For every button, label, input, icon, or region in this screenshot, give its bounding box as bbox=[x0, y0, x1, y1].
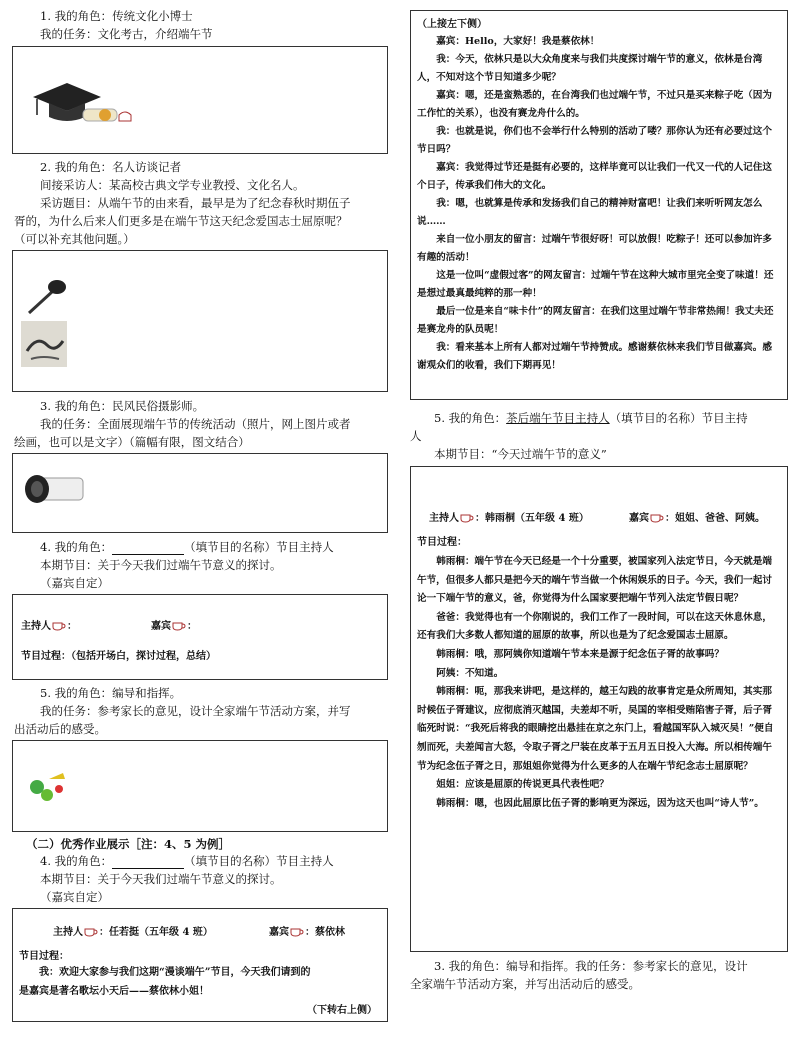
sample4-guest-note: （嘉宾自定） bbox=[40, 890, 109, 904]
guest-name: ：蔡依林 bbox=[305, 927, 345, 938]
role2-target: 间接采访人：某高校古典文学专业教授、文化名人。 bbox=[40, 178, 305, 192]
role4-box bbox=[12, 594, 388, 680]
role2-question-3: （可以补充其他问题。） bbox=[14, 232, 135, 246]
program-name-blank bbox=[112, 542, 184, 555]
role2-title: 2. 我的角色：名人访谈记者 bbox=[40, 160, 182, 174]
role3-box bbox=[12, 453, 388, 533]
sample5-dialogue bbox=[417, 553, 781, 813]
teacup-icon bbox=[460, 514, 474, 523]
dialogue-line: 嘉宾：Hello，大家好！我是蔡依林！ bbox=[436, 36, 600, 47]
dialogue-line: 我：也就是说，你们也不会举行什么特别的活动了喽？那你认为还有必要过这个节日吗？ bbox=[417, 126, 772, 155]
role3-director-line-1: 3. 我的角色：编导和指挥。我的任务：参考家长的意见，设计 bbox=[434, 959, 748, 973]
sample5-title bbox=[434, 410, 748, 426]
camera-lens-icon bbox=[21, 468, 91, 508]
role1-task: 我的任务：文化考古，介绍端午节 bbox=[40, 27, 213, 41]
sample5-topic: 本期节目：“今天过端午节的意义” bbox=[434, 447, 607, 461]
role4-title-prefix: 4. 我的角色： bbox=[40, 540, 113, 554]
microphone-icon bbox=[23, 277, 73, 317]
sample5-host-row bbox=[429, 509, 589, 524]
sample5-box bbox=[410, 466, 788, 952]
role4-title bbox=[40, 539, 334, 555]
sample5-guest-row bbox=[629, 509, 765, 524]
calligraphy-image bbox=[21, 321, 67, 367]
dialogue-line: 我：今天，依林只是以大众角度来与我们共度探讨端午节的意义，依林是台湾人，不知对这个节日知道多少呢？ bbox=[417, 54, 763, 83]
festival-decoration-icon bbox=[23, 769, 73, 809]
guest-names: ：姐姐、爸爸、阿姨。 bbox=[665, 513, 765, 524]
role5-task-1: 我的任务：参考家长的意见，设计全家端午节活动方案，并写 bbox=[40, 704, 351, 718]
program-name: 茶后端午节目主持人 bbox=[506, 411, 610, 425]
sample5-process-label: 节目过程： bbox=[417, 537, 467, 548]
role5-title: 5. 我的角色：编导和指挥。 bbox=[40, 686, 182, 700]
host-label: 主持人 bbox=[429, 513, 459, 524]
host-name: ：任若挺（五年级 4 班） bbox=[99, 927, 213, 938]
role4-title-suffix: （填节目的名称）节目主持人 bbox=[184, 540, 334, 554]
host-name: ：韩雨桐（五年级 4 班） bbox=[475, 513, 589, 524]
dialogue-line: 嘉宾：嗯，还是蛮熟悉的，在台湾我们也过端午节，不过只是买来粽子吃（因为工作忙的关系），也没有赛龙舟什么的。 bbox=[417, 90, 772, 119]
role4-guest-note: （嘉宾自定） bbox=[40, 576, 109, 590]
continued-dialogue bbox=[417, 33, 781, 375]
role3-director-line-2: 全家端午节活动方案，并写出活动后的感受。 bbox=[410, 977, 640, 991]
dialogue-line: 我：嗯，也就算是传承和发扬我们自己的精神财富吧！让我们来听听网友怎么说…… bbox=[417, 198, 763, 227]
dialogue-line: 我：看来基本上所有人都对过端午节持赞成。感谢蔡依林来我们节目做嘉宾。感谢观众们的收看，我们下期再见！ bbox=[417, 342, 772, 371]
teacup-icon bbox=[290, 928, 304, 937]
continued-from-note: （上接左下侧） bbox=[417, 19, 487, 30]
sample5-title-end: 人 bbox=[410, 429, 422, 443]
role3-task-1: 我的任务：全面展现端午节的传统活动（照片，网上图片或者 bbox=[40, 417, 351, 431]
graduation-cap-icon bbox=[27, 75, 147, 135]
dialogue-line: 这是一位叫“虚假过客”的网友留言：过端午节在这种大城市里完全变了味道！还是想过最真最纯粹的那一种！ bbox=[417, 270, 774, 299]
teacup-icon bbox=[650, 514, 664, 523]
sample4-line-1: 我：欢迎大家参与我们这期“漫谈端午”节目，今天我们请到的 bbox=[39, 967, 311, 978]
role5-task-2: 出活动后的感受。 bbox=[14, 722, 106, 736]
showcase-title: （二）优秀作业展示［注：4、5 为例］ bbox=[26, 837, 231, 851]
dialogue-line: 韩雨桐：嗯，也因此屈原比伍子胥的影响更为深远，因为这天也叫“诗人节”。 bbox=[436, 797, 764, 809]
sample5-title-prefix: 5. 我的角色： bbox=[434, 411, 507, 425]
sample4-title bbox=[40, 853, 334, 869]
sample4-host-row bbox=[53, 923, 213, 938]
dialogue-line: 最后一位是来自“味卡什”的网友留言：在我们这里过端午节非常热闹！我丈夫还是赛龙舟的队员呢！ bbox=[417, 306, 774, 335]
host-label: 主持人 bbox=[53, 927, 83, 938]
process-label: 节目过程：（包括开场白，探讨过程，总结） bbox=[21, 651, 216, 662]
role2-question-2: 胥的，为什么后来人们更多是在端午节这天纪念爱国志士屈原呢？ bbox=[14, 214, 348, 228]
role3-task-2: 绘画，也可以是文字）（篇幅有限，图文结合） bbox=[14, 435, 250, 449]
sample4-topic: 本期节目：关于今天我们过端午节意义的探讨。 bbox=[40, 872, 282, 886]
role5-box bbox=[12, 740, 388, 832]
role2-box bbox=[12, 250, 388, 392]
guest-label: 嘉宾 bbox=[151, 621, 171, 632]
dialogue-line: 来自一位小朋友的留言：过端午节很好呀！可以放假！吃粽子！还可以参加许多有趣的活动！ bbox=[417, 234, 772, 263]
dialogue-line: 阿姨：不知道。 bbox=[436, 667, 504, 679]
dialogue-line: 嘉宾：我觉得过节还是挺有必要的，这样毕竟可以让我们一代又一代的人记住这个日子，传承我们伟大的文化。 bbox=[417, 162, 772, 191]
host-label: 主持人 bbox=[21, 621, 51, 632]
dialogue-line: 韩雨桐：哦，那阿姨你知道端午节本来是源于纪念伍子胥的故事吗？ bbox=[436, 648, 724, 660]
dialogue-line: 爸爸：我觉得也有一个你刚说的，我们工作了一段时间，可以在这天休息休息，还有我们大多数人都知道的屈原的故事，所以也是为了纪念爱国志士屈原。 bbox=[417, 611, 772, 642]
continued-dialogue-box bbox=[410, 10, 788, 400]
sample4-guest-row bbox=[269, 923, 345, 938]
dialogue-line: 韩雨桐：呃，那我来讲吧，是这样的，越王勾践的故事肯定是众所周知，其实那时候伍子胥建议，应彻底消灭越国，夫差却不听，吴国的宰相受贿陷害子胥，后子胥临死时说：“我死后将我的眼睛挖出悬挂在京之东门上，看越国军队入城灭吴！”便自刎而死，夫差闻言大怒，令取子胥之尸装在皮革于五月五日投入大海。所以相传端午节为纪念伍子胥之日，那姐姐你觉得为什么更多的人在端午节纪念志士屈原呢？ bbox=[417, 686, 774, 772]
guest-label: 嘉宾 bbox=[269, 927, 289, 938]
teacup-icon bbox=[52, 622, 66, 631]
guest-label-row: 嘉宾 ： bbox=[151, 621, 197, 632]
guest-label: 嘉宾 bbox=[629, 513, 649, 524]
sample4-box bbox=[12, 908, 388, 1022]
host-label-row: 主持人 ： bbox=[21, 621, 77, 632]
dialogue-line: 韩雨桐：端午节在今天已经是一个十分重要，被国家列入法定节日，今天就是端午节，但很多人都只是把今天的端午节当做一个休闲娱乐的日子。今天，我们一起讨论一下端午节的意义，爸，你觉得为什么国家要把端午节列入法定节假日呢？ bbox=[417, 556, 772, 605]
teacup-icon bbox=[172, 622, 186, 631]
sample4-title-prefix: 4. 我的角色： bbox=[40, 854, 113, 868]
role1-box bbox=[12, 46, 388, 154]
role4-topic: 本期节目：关于今天我们过端午节意义的探讨。 bbox=[40, 558, 282, 572]
continue-note: （下转右上侧） bbox=[307, 1005, 377, 1016]
teacup-icon bbox=[84, 928, 98, 937]
role2-question-1: 采访题目：从端午节的由来看，最早是为了纪念春秋时期伍子 bbox=[40, 196, 351, 210]
role1-title: 1. 我的角色：传统文化小博士 bbox=[40, 9, 193, 23]
program-name-blank bbox=[112, 856, 184, 869]
sample4-process-label: 节目过程： bbox=[19, 951, 69, 962]
sample4-line-2: 是嘉宾是著名歌坛小天后——蔡依林小姐！ bbox=[19, 986, 209, 997]
sample5-title-suffix: （填节目的名称）节目主持 bbox=[609, 411, 748, 425]
dialogue-line: 姐姐：应该是屈原的传说更具代表性吧？ bbox=[436, 779, 609, 791]
role3-title: 3. 我的角色：民风民俗摄影师。 bbox=[40, 399, 205, 413]
sample4-title-suffix: （填节目的名称）节目主持人 bbox=[184, 854, 334, 868]
